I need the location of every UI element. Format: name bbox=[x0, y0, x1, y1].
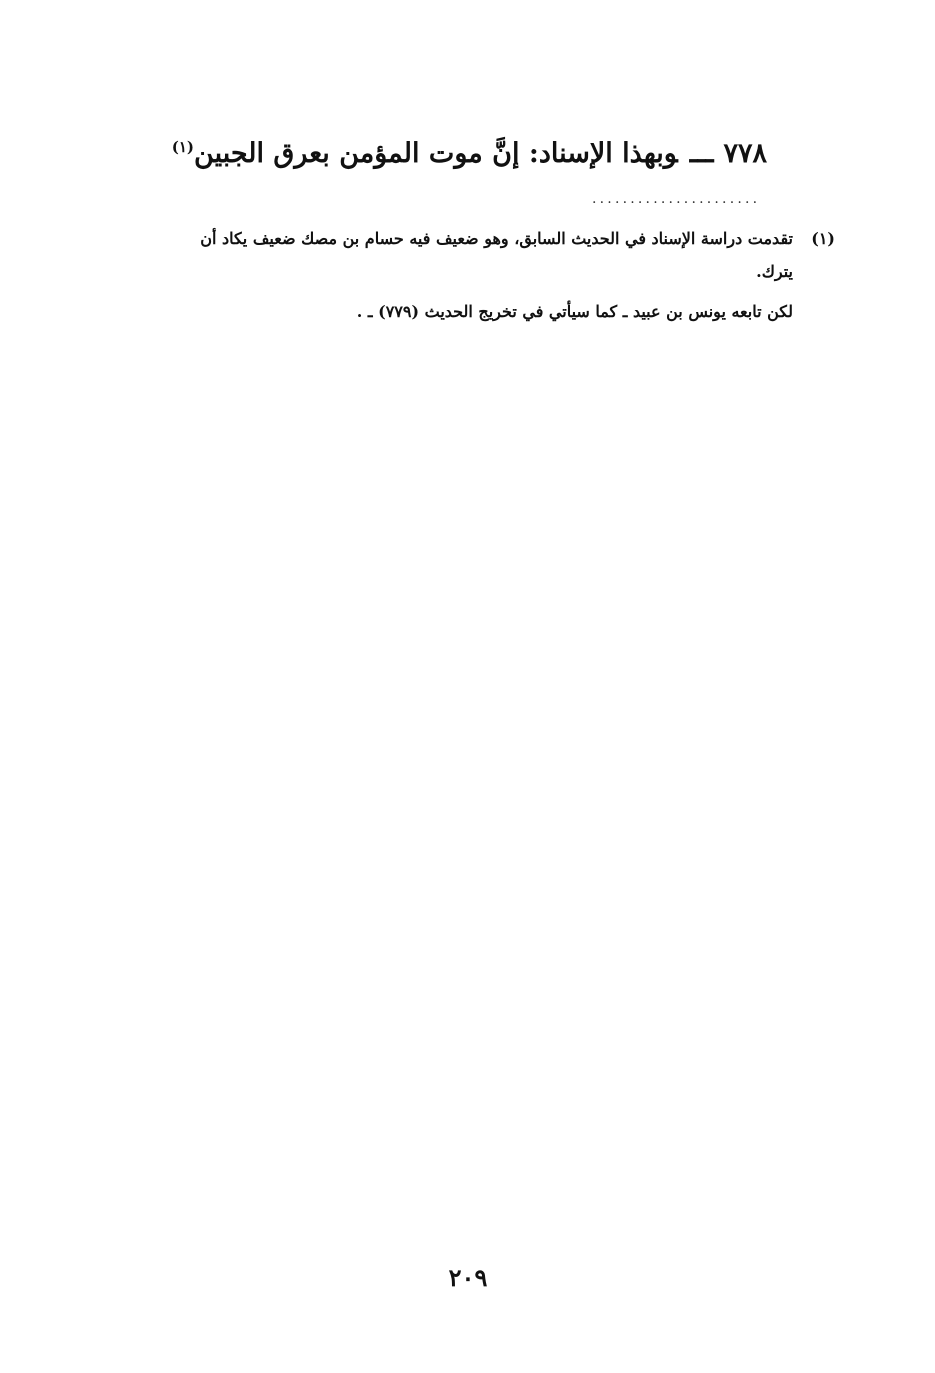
hadith-text: وبهذا الإسناد: إنَّ موت المؤمن بعرق الجبين bbox=[194, 138, 678, 169]
footnote-line-1: تقدمت دراسة الإسناد في الحديث السابق، وهو ضعيف فيه حسام بن مصك ضعيف يكاد أن bbox=[200, 229, 793, 248]
hadith-number: ٧٧٨ bbox=[723, 138, 767, 169]
footnote-separator: ...................... bbox=[592, 192, 761, 206]
footnote-first-line bbox=[105, 222, 835, 255]
page-number: ٢٠٩ bbox=[448, 1263, 488, 1292]
hadith-entry bbox=[127, 128, 767, 180]
hadith-dash: ـــ bbox=[689, 138, 714, 169]
footnote-line-2: يترك. bbox=[756, 262, 793, 281]
footnote-reference: (١) bbox=[171, 138, 195, 156]
footnote-marker: (١) bbox=[811, 229, 835, 248]
footnote bbox=[105, 222, 835, 328]
footnote-line-3: لكن تابعه يونس بن عبيد ـ كما سيأتي في تخريج الحديث (٧٧٩) ـ . bbox=[356, 302, 793, 321]
